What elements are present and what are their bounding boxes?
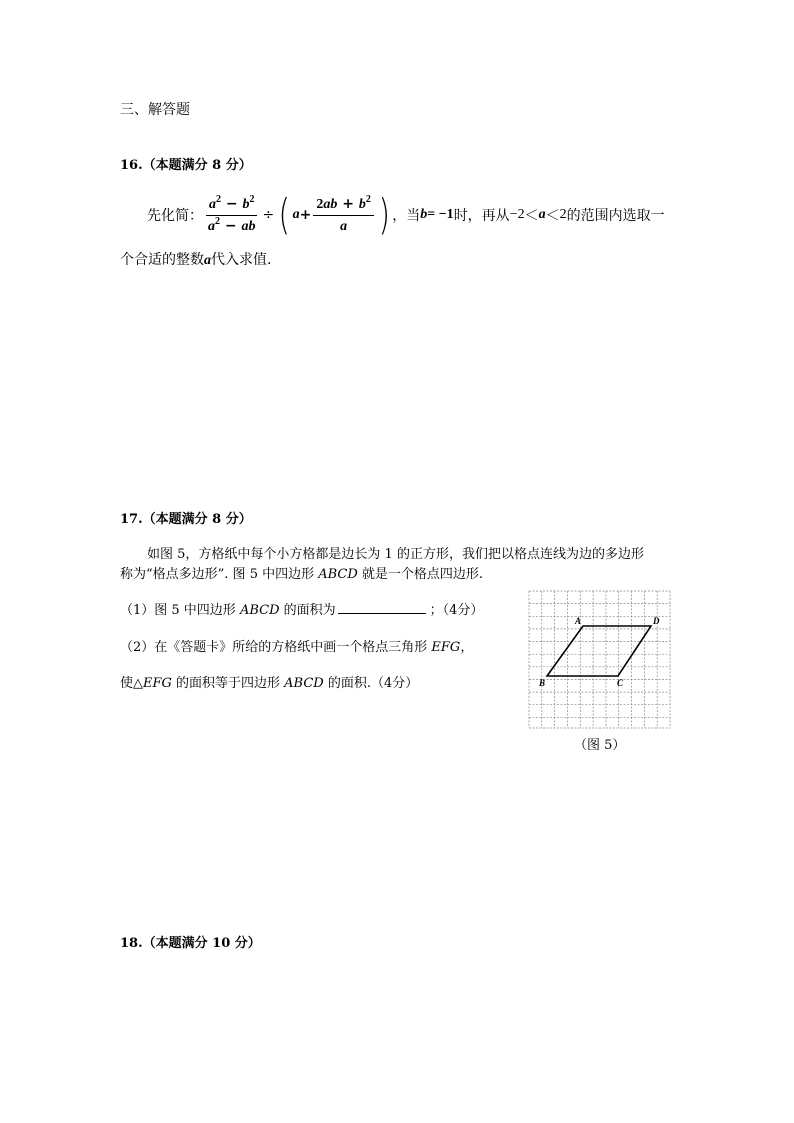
q16-f1-num-b: b <box>242 196 250 212</box>
q17-part3-a: 使△ <box>120 676 143 691</box>
vertex-label-c: C <box>617 678 624 688</box>
q16-b-eq: = −1 <box>427 207 454 222</box>
q16-range-left: −2 <box>509 207 525 222</box>
q16-f1-num-minus: − <box>221 195 243 212</box>
q16-line2-pre: 个合适的整数 <box>120 252 204 268</box>
parallelogram-abcd <box>547 626 651 676</box>
q16-fraction-1 <box>205 193 258 235</box>
q16-prefix: 先化简： <box>147 208 203 224</box>
q17-part3-b: 的面积等于四边形 <box>171 676 285 691</box>
q17-part2-b: ， <box>460 640 474 655</box>
q16-inner-plus: + <box>299 207 312 223</box>
q16-when: ，当 <box>392 208 421 224</box>
q17-part3 <box>120 672 418 691</box>
q16-f2-num-b: b <box>358 196 366 212</box>
q17-intro-line2-a: 称为“格点多边形”. 图 5 中四边形 <box>120 567 319 582</box>
q16-f1-den-a: a <box>208 218 215 234</box>
q16-range-var: a <box>538 207 546 222</box>
q16-f1-num-b-exp: 2 <box>249 193 255 205</box>
q16-f2-den: a <box>340 218 348 234</box>
q16-header: 16.（本题满分 8 分） <box>120 158 252 173</box>
q16-inner-a: a <box>292 207 300 222</box>
q17-intro-line2 <box>120 563 483 582</box>
vertex-label-a: A <box>575 616 582 626</box>
q16-line2 <box>120 249 271 269</box>
q17-part3-abcd: ABCD <box>284 676 324 691</box>
vertex-label-d: D <box>653 616 660 626</box>
grid-lines <box>529 591 670 728</box>
q17-part1-abcd: ABCD <box>239 603 280 618</box>
q17-header: 17.（本题满分 8 分） <box>120 512 252 527</box>
figure-5-grid <box>527 589 672 730</box>
q17-intro-line1: 如图 5，方格纸中每个小方格都是边长为 1 的正方形，我们把以格点连线为边的多边形 <box>147 547 644 562</box>
q16-tail: 的范围内选取一 <box>566 208 665 224</box>
q16-f1-den-ab: ab <box>241 218 256 234</box>
q16-then: 时，再从 <box>453 208 510 224</box>
q16-f2-num-b-exp: 2 <box>365 193 371 205</box>
q16-b-var: b <box>420 207 428 222</box>
q17-part3-efg: EFG <box>143 676 172 691</box>
q17-part1 <box>120 599 483 618</box>
figure-5-caption: （图 5） <box>574 738 626 753</box>
q16-right-paren: ) <box>378 190 390 239</box>
q18-header: 18.（本题满分 10 分） <box>120 936 261 951</box>
q16-f1-num-a: a <box>209 196 216 212</box>
q16-left-paren: ( <box>278 190 291 239</box>
section-title: 三、解答题 <box>120 102 190 118</box>
q16-f1-den-a-exp: 2 <box>215 215 220 227</box>
q17-part2-a: （2）在《答题卡》所给的方格纸中画一个格点三角形 <box>120 640 432 655</box>
q16-f1-num-a-exp: 2 <box>216 193 221 205</box>
q17-part2 <box>120 636 473 655</box>
q17-part3-c: 的面积.（4分） <box>323 676 419 691</box>
q16-line2-post: 代入求值. <box>211 252 272 268</box>
q16-f2-num-coef: 2 <box>316 196 324 212</box>
q17-answer-blank[interactable] <box>338 601 426 614</box>
q17-intro-line2-b: 就是一个格点四边形. <box>357 567 484 582</box>
q16-lt-1: ＜ <box>524 208 539 224</box>
q16-fraction-2 <box>313 193 373 235</box>
vertex-label-b: B <box>539 678 546 688</box>
q16-f1-den-minus: − <box>220 217 242 234</box>
q16-f2-num-ab: ab <box>323 196 338 212</box>
q16-lt-2: ＜ <box>545 208 560 224</box>
q16-line2-var: a <box>204 253 211 268</box>
q17-part2-efg: EFG <box>431 640 461 655</box>
q17-part1-b: 的面积为 <box>279 603 336 618</box>
q16-expression-line <box>147 190 665 240</box>
q17-intro-abcd: ABCD <box>318 567 358 582</box>
q16-divide-sign: ÷ <box>262 207 275 223</box>
q16-range-right: 2 <box>559 207 567 222</box>
q16-f2-num-plus: + <box>337 195 359 212</box>
q17-part1-a: （1）图 5 中四边形 <box>120 603 240 618</box>
q17-part1-c: ；（4分） <box>429 603 484 618</box>
